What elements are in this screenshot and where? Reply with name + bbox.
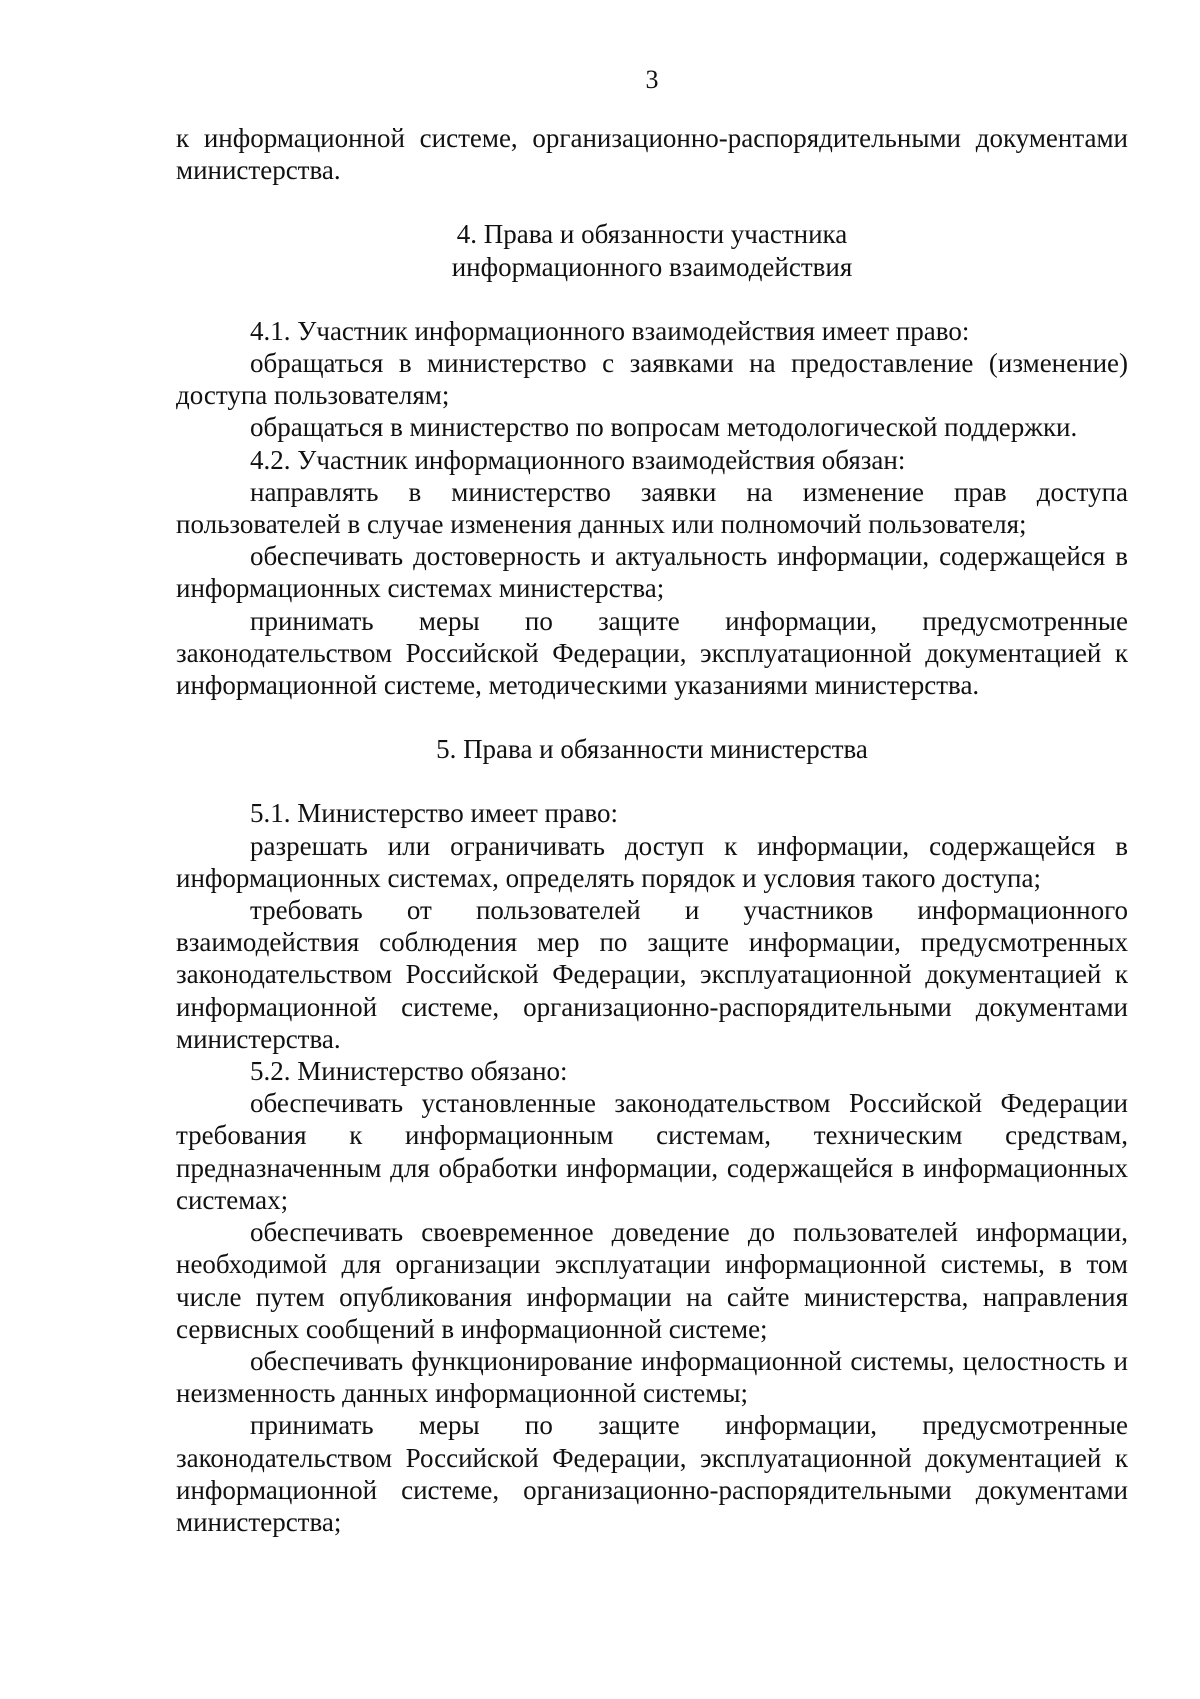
spacer: [176, 701, 1128, 733]
clause-4-2-item-b: обеспечивать достоверность и актуальность информации, содержащейся в информационных системах министерства;: [176, 541, 1128, 604]
section-4-heading: [176, 218, 1128, 282]
page-number: 3: [645, 65, 659, 94]
spacer: [176, 283, 1128, 315]
spacer: [176, 186, 1128, 218]
intro-paragraph: к информационной системе, организационно-распорядительными документами министерства.: [176, 123, 1128, 186]
clause-5-2-item-d: принимать меры по защите информации, предусмотренные законодательством Российской Федерации, эксплуатационной документацией к информационной системе, организационно-распорядительными документами министерства;: [176, 1410, 1128, 1537]
clause-4-2-item-c: принимать меры по защите информации, предусмотренные законодательством Российской Федерации, эксплуатационной документацией к информационной системе, методическими указаниями министерства.: [176, 605, 1128, 701]
section-5-heading: 5. Права и обязанности министерства: [436, 734, 868, 765]
clause-4-1-item-a: обращаться в министерство с заявками на предоставление (изменение) доступа пользователям;: [176, 348, 1128, 411]
spacer: [176, 765, 1128, 797]
clause-5-1-item-b: требовать от пользователей и участников информационного взаимодействия соблюдения мер по защите информации, предусмотренных законодательством Российской Федерации, эксплуатационной документацией к информационной системе, организационно-распорядительными документами министерства.: [176, 895, 1128, 1054]
clause-5-2-item-a: обеспечивать установленные законодательством Российской Федерации требования к информационным системам, техническим средствам, предназначенным для обработки информации, содержащейся в информационных системах;: [176, 1088, 1128, 1215]
section-4-title-line-2: информационного взаимодействия: [451, 251, 853, 282]
section-4-title-line-1: 4. Права и обязанности участника: [456, 219, 848, 250]
clause-4-1: 4.1. Участник информационного взаимодействия имеет право:: [250, 315, 970, 346]
clause-5-2-item-b: обеспечивать своевременное доведение до пользователей информации, необходимой для организации эксплуатации информационной системы, в том числе путем опубликования информации на сайте министерства, направления сервисных сообщений в информационной системе;: [176, 1217, 1128, 1344]
clause-4-2: 4.2. Участник информационного взаимодействия обязан:: [250, 444, 906, 475]
clause-5-1-item-a: разрешать или ограничивать доступ к информации, содержащейся в информационных системах, определять порядок и условия такого доступа;: [176, 830, 1128, 893]
document-body: [176, 122, 1128, 1538]
clause-5-1: 5.1. Министерство имеет право:: [250, 798, 619, 829]
clause-4-1-item-b: обращаться в министерство по вопросам методологической поддержки.: [250, 412, 1078, 443]
clause-4-2-item-a: направлять в министерство заявки на изменение прав доступа пользователей в случае изменения данных или полномочий пользователя;: [176, 476, 1128, 540]
clause-5-2: 5.2. Министерство обязано:: [250, 1056, 568, 1087]
clause-5-2-item-c: обеспечивать функционирование информационной системы, целостность и неизменность данных информационной системы;: [176, 1345, 1128, 1409]
